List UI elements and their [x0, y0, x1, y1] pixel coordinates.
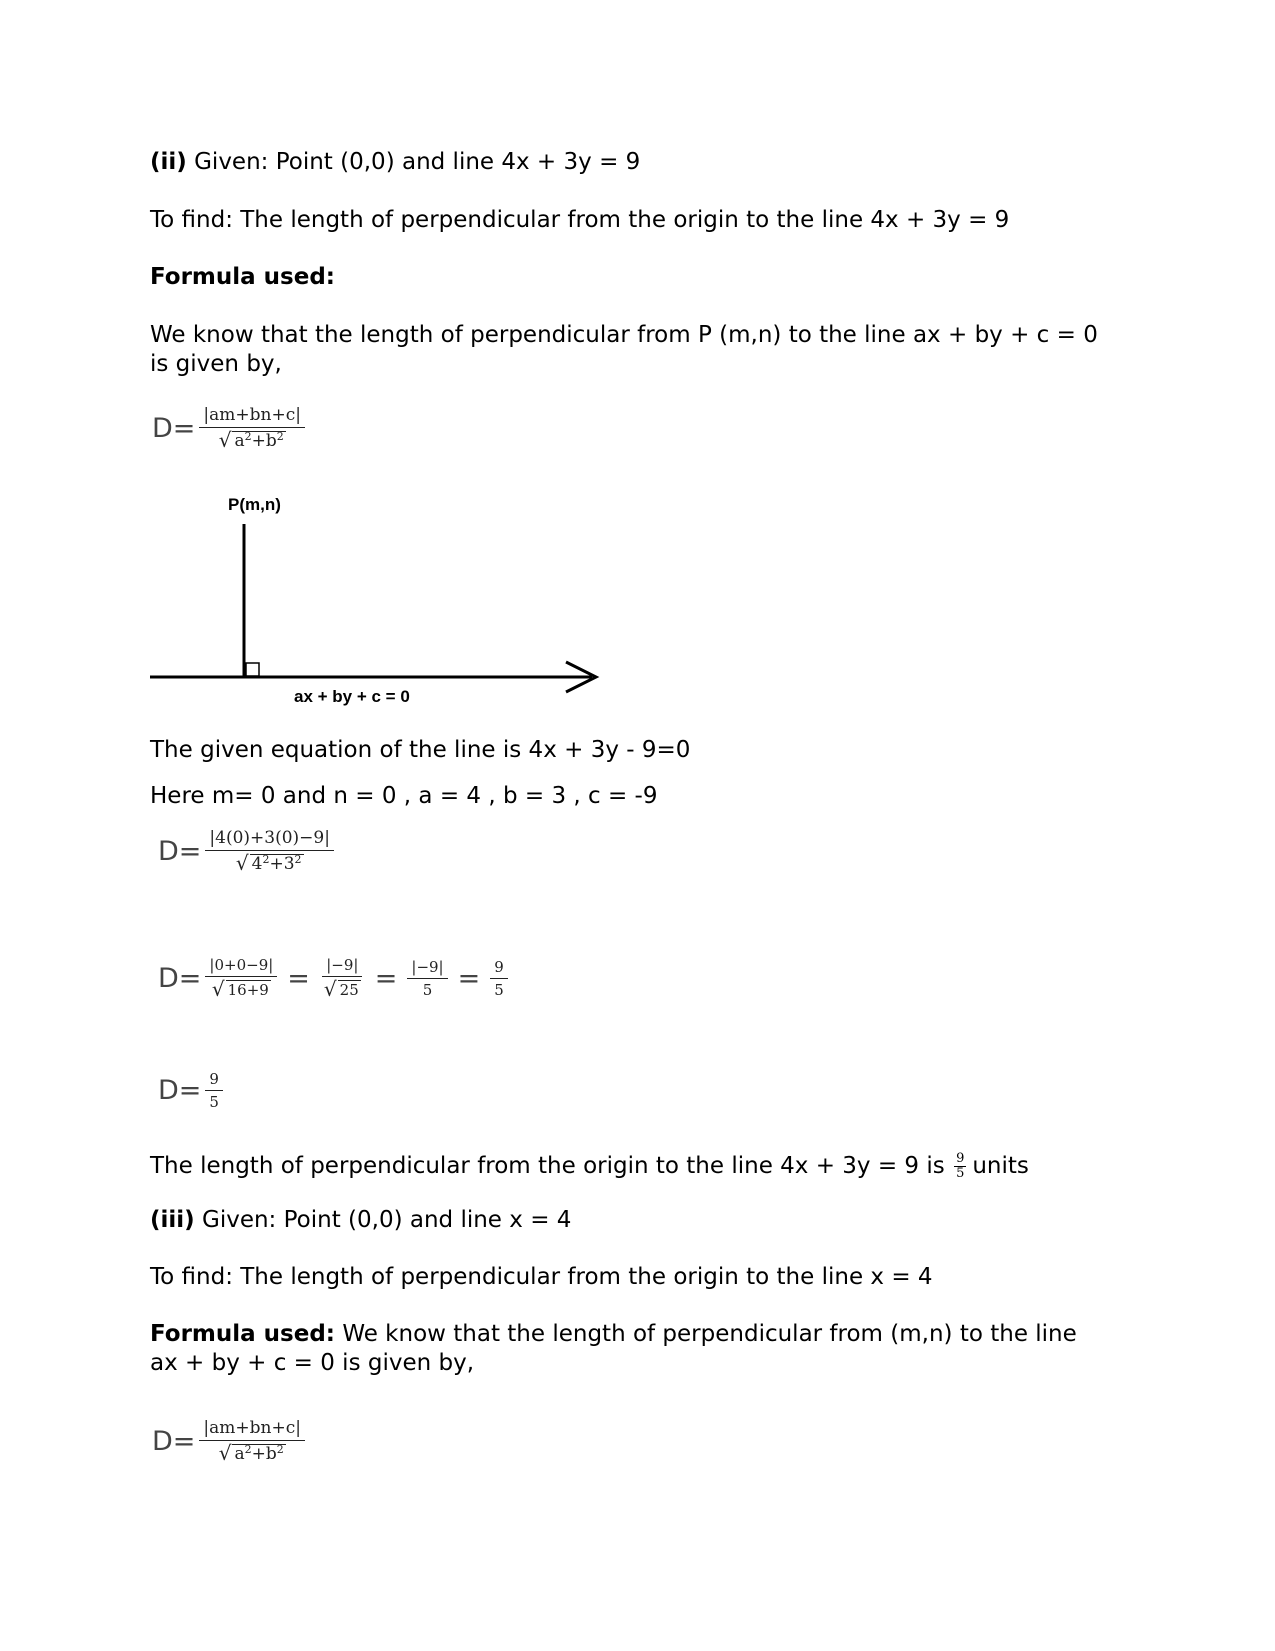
conclusion-units: units: [972, 1153, 1029, 1179]
given-equation: The given equation of the line is 4x + 3y - 9=0: [150, 737, 691, 763]
part-iii-given-text: Given: Point (0,0) and line x = 4: [202, 1207, 572, 1233]
formula-lhs: D=: [152, 413, 196, 444]
step2-fraction-2: |−9| √ 25: [320, 956, 365, 1000]
step1-fraction: [205, 828, 334, 875]
values-line: Here m= 0 and n = 0 , a = 4 , b = 3 , c = -9: [150, 783, 658, 809]
part-ii-to-find: To find: The length of perpendicular from the origin to the line 4x + 3y = 9: [150, 207, 1010, 233]
step1-denominator: [232, 851, 308, 875]
step2-fraction-3: $\frac{|-9|}{5}$: [407, 958, 447, 999]
formula-heading-text: Formula used:: [150, 1321, 335, 1347]
step2-fraction-1: |0+0−9| √ 16+9: [205, 956, 277, 1000]
sqrt-symbol: √ 25: [323, 977, 359, 1001]
distance-formula: [152, 405, 305, 452]
sqrt-symbol: √ $a^2+b^2$: [218, 1441, 284, 1465]
formula-description: We know that the length of perpendicular from (m,n) to the line ax + by + c = 0 is given by,: [150, 1321, 1077, 1376]
sqrt-symbol: √ 16+9: [211, 977, 269, 1001]
part-ii-formula-heading: [150, 263, 1110, 292]
distance-formula-iii: [152, 1418, 305, 1465]
formula-fraction: [199, 405, 305, 452]
result-fraction: $\frac{9}{5}$: [205, 1070, 223, 1111]
line-label: ax + by + c = 0: [294, 687, 410, 706]
formula-numerator: |am+bn+c|: [199, 405, 305, 428]
substitution-formula: [158, 828, 334, 875]
step1-numerator: |4(0)+3(0)−9|: [205, 828, 334, 851]
perpendicular-diagram: [140, 490, 610, 710]
formula-denominator: [215, 428, 290, 452]
formula-denominator: [215, 1441, 290, 1465]
step2-lhs: D=: [158, 962, 202, 994]
equals-sign: =: [374, 962, 398, 994]
step2-fraction-4: $\frac{9}{5}$: [490, 958, 508, 999]
sqrt-symbol: √ $a^2+b^2$: [218, 428, 284, 452]
conclusion-text: The length of perpendicular from the origin to the line 4x + 3y = 9 is: [150, 1153, 945, 1179]
part-iii-formula-text: [150, 1320, 1110, 1378]
equals-sign: =: [457, 962, 481, 994]
formula-heading-text: Formula used:: [150, 264, 335, 290]
part-ii-given: [150, 148, 1110, 177]
formula-lhs: D=: [152, 1426, 196, 1457]
simplification-chain: [158, 956, 508, 1000]
conclusion-fraction: $\frac{9}{5}$: [956, 1151, 965, 1181]
right-angle-mark: [246, 663, 259, 676]
part-iii-to-find: To find: The length of perpendicular from the origin to the line x = 4: [150, 1264, 933, 1290]
point-label: P(m,n): [228, 495, 281, 514]
conclusion: [150, 1152, 1110, 1181]
result-lhs: D=: [158, 1075, 202, 1106]
sqrt-symbol: √ $4^2+3^2$: [235, 851, 302, 875]
part-iii-label: (iii): [150, 1207, 195, 1233]
part-ii-given-text: Given: Point (0,0) and line 4x + 3y = 9: [194, 149, 641, 175]
part-ii-formula-text: We know that the length of perpendicular from P (m,n) to the line ax + by + c = 0 is given by,: [150, 322, 1098, 377]
formula-numerator: |am+bn+c|: [199, 1418, 305, 1441]
part-iii-given: [150, 1206, 1110, 1235]
result-formula: [158, 1070, 223, 1111]
formula-fraction: [199, 1418, 305, 1465]
equals-sign: =: [287, 962, 310, 994]
step1-lhs: D=: [158, 836, 202, 867]
part-ii-label: (ii): [150, 149, 187, 175]
